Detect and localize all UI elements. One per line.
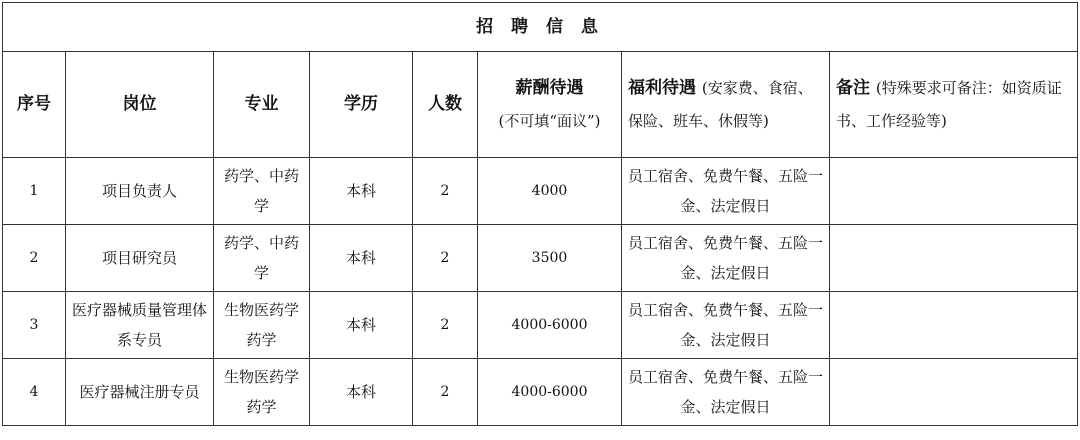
cell-count: 2 [413,292,478,359]
cell-salary: 3500 [478,225,622,292]
header-benefits-label: 福利待遇 [628,77,696,98]
cell-count: 2 [413,359,478,426]
table-title-row [3,3,1078,52]
header-benefits-note: (安家费、食宿、保险、班车、休假等) [628,78,813,130]
cell-position: 医疗器械质量管理体系专员 [66,292,214,359]
table-row [3,225,1078,292]
cell-position: 项目负责人 [66,158,214,225]
cell-remarks [830,225,1078,292]
header-remarks-note: (特殊要求可备注：如资质证书、工作经验等) [836,78,1062,130]
header-education: 学历 [310,52,413,158]
cell-benefits: 员工宿舍、免费午餐、五险一金、法定假日 [622,225,830,292]
cell-major: 药学、中药学 [214,225,310,292]
cell-index: 4 [3,359,66,426]
cell-salary: 4000 [478,158,622,225]
cell-major: 药学、中药学 [214,158,310,225]
cell-remarks [830,158,1078,225]
cell-index: 2 [3,225,66,292]
cell-salary: 4000-6000 [478,359,622,426]
recruitment-table [2,2,1078,426]
header-remarks [830,52,1078,158]
cell-count: 2 [413,158,478,225]
table-row [3,158,1078,225]
table-row [3,359,1078,426]
cell-major: 生物医药学药学 [214,359,310,426]
cell-position: 医疗器械注册专员 [66,359,214,426]
cell-salary: 4000-6000 [478,292,622,359]
cell-benefits: 员工宿舍、免费午餐、五险一金、法定假日 [622,158,830,225]
header-count: 人数 [413,52,478,158]
header-salary-note: (不可填“面议”) [498,111,601,130]
cell-remarks [830,359,1078,426]
table-title: 招 聘 信 息 [3,3,1078,52]
cell-index: 3 [3,292,66,359]
header-benefits [622,52,830,158]
cell-index: 1 [3,158,66,225]
header-index: 序号 [3,52,66,158]
cell-education: 本科 [310,359,413,426]
cell-major: 生物医药学药学 [214,292,310,359]
cell-count: 2 [413,225,478,292]
cell-benefits: 员工宿舍、免费午餐、五险一金、法定假日 [622,359,830,426]
table-row [3,292,1078,359]
cell-education: 本科 [310,292,413,359]
cell-remarks [830,292,1078,359]
cell-education: 本科 [310,158,413,225]
header-remarks-label: 备注 [836,77,870,98]
header-position: 岗位 [66,52,214,158]
header-major: 专业 [214,52,310,158]
header-salary [478,52,622,158]
header-salary-label: 薪酬待遇 [515,77,584,98]
cell-position: 项目研究员 [66,225,214,292]
cell-benefits: 员工宿舍、免费午餐、五险一金、法定假日 [622,292,830,359]
table-header-row [3,52,1078,158]
cell-education: 本科 [310,225,413,292]
